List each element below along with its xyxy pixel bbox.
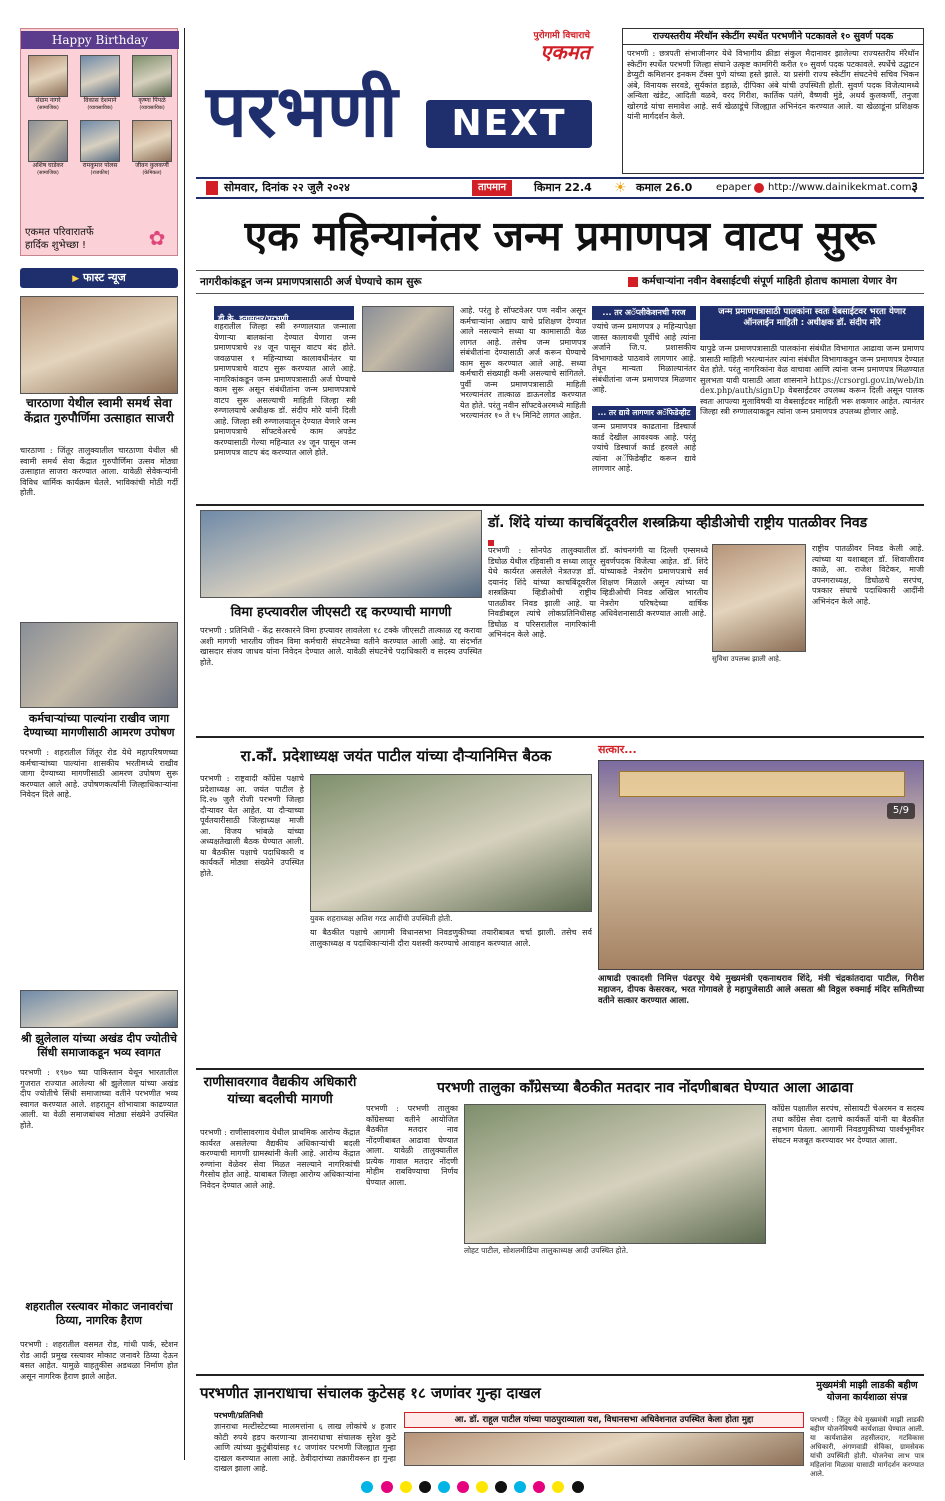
gyanradha-byline: परभणी/प्रतिनिधी (214, 1411, 263, 1420)
next-text: NEXT (451, 103, 567, 144)
patil-photo (310, 774, 592, 912)
shinde-body3: राष्ट्रीय पातळीवर निवड केली आहे. त्यांच्या या यशाबद्दल डॉ. शिवाजीराव काळे, आ. राजेश विटेकर, माजी उपनगराध्यक्ष, डिघोळचे सरपंच, पत्रकार संघाचे पदाधिकारी आदींनी अभिनंदन केले आहे. (812, 544, 924, 606)
box2-body: जन्म प्रमाणपत्र काढताना डिस्चार्ज कार्ड देखील आवश्यक आहे. परंतु ज्यांचे डिस्चार्ज कार्ड हरवले आहे त्यांना अॅफिडेव्हीट करून द्यावे लागणार आहे. (592, 422, 696, 473)
person-role: (सामाजिक) (37, 170, 59, 176)
birthday-box (20, 28, 178, 256)
cyan-dot-icon (438, 1481, 450, 1493)
person-name: संग्राम नागरे (35, 97, 61, 104)
person-name: अशिष घाडेकर (32, 162, 64, 169)
city-name: परभणी (206, 69, 398, 153)
congress-body: परभणी : परभणी तालुका काँग्रेसच्या वतीने आयोजित बैठकीत मतदार नाव नोंदणीबाबत आढावा घेण्यात आला. यावेळी तालुक्यातील प्रत्येक गावात मतदार नोंदणी मोहीम राबविण्याचा निर्णय घेण्यात आला. (366, 1104, 458, 1187)
fast1-headline: चारठाणा येथील स्वामी समर्थ सेवा केंद्रात गुरुपौर्णिमा उत्साहात साजरी (24, 396, 174, 425)
fast1-photo (20, 296, 178, 394)
shinde-headline: डॉ. शिंदे यांच्या काचबिंदूवरील शस्त्रक्रिया व्हीडीओची राष्ट्रीय पातळीवर निवड (488, 515, 868, 531)
person-role: (व्यावसायिक) (139, 105, 165, 111)
main-photo (362, 306, 454, 372)
main-subhead-left: नागरीकांकडून जन्म प्रमाणपत्रासाठी अर्ज घेण्याचे काम सुरू (200, 276, 422, 288)
black-dot-icon (572, 1481, 584, 1493)
congress-photo (464, 1104, 766, 1244)
fast4-body: परभणी : शहरातील वसमत रोड, गांधी पार्क, स्टेशन रोड आदी प्रमुख रस्त्यावर मोकाट जनावरे ठिय्या देऊन बसत आहेत. यामुळे वाहतुकीस अडथळा निर्माण होत असून नागरिक हैराण झाले आहेत. (20, 1340, 178, 1381)
congress-caption: लोहट पाटील, सोशलमीडिया तालुकाध्यक्ष आदी उपस्थित होते. (464, 1246, 629, 1255)
tagline: पुरोगामी विचाराचे (533, 31, 590, 41)
main-box3 (700, 306, 924, 500)
section-divider (196, 1068, 924, 1070)
fast2-body: परभणी : शहरातील जिंतूर रोड येथे महापरिषणच्या कर्मचाऱ्यांच्या पाल्यांना शासकीय भरतीमध्ये राखीव जागा देण्याच्या मागणीसाठी आमरण उपोषण सुरू करण्यात आले आहे. उपोषणकर्त्यांनी जिल्हाधिकाऱ्यांना निवेदन दिले आहे. (20, 748, 178, 799)
next-logo (426, 100, 592, 148)
date-bar (196, 177, 924, 199)
avatar (80, 120, 120, 162)
gyanradha-subhead-text: आ. डॉ. राहूल पाटील यांच्या पाठपुराव्याला यश, विधानसभा अधिवेशनात उपस्थित केला होता मुद्दा (454, 1415, 754, 1425)
shinde-body1: परभणी : सोनपेठ तालुक्यातील डिघोळ येथील रहिवासी व सध्या लातूर येथे कार्यरत असलेले नेत्रतज्ज्ञ डॉ. दयानंद शिंदे यांच्या काचबिंदूवरील शस्त्रक्रिया व्हिडीओची राष्ट्रीय पातळीवर निवड झाली आहे. या निवडीबद्दल त्यांचे लोकप्रतिनिधीसह डिघोळ व परिसरातील नागरिकांनी अभिनंदन केले आहे. (488, 546, 596, 639)
website-link[interactable]: http://www.dainikekmat.com (768, 182, 912, 193)
shinde-photo (712, 544, 806, 652)
avatar (28, 120, 68, 162)
section-divider (196, 1374, 924, 1376)
gyanradha-body: ज्ञानराधा मल्टीस्टेटच्या मालमत्तांना ६ लाख लोकांचे ४ हजार कोटी रुपये हडप करणाऱ्या ज्ञानराधाचा संचालक सुरेश कुटे आणि त्यांच्या कुटुंबीयांसह १८ जणांवर परभणी जिल्ह्यात गुन्हा दाखल करण्यात आला आहे. ठेवीदारांच्या तक्रारीवरून हा गुन्हा दाखल झाला आहे. (214, 1422, 396, 1473)
birthday-person (129, 55, 175, 112)
main-headline: एक महिन्यानंतर जन्म प्रमाणपत्र वाटप सुरू (244, 212, 876, 260)
main-col2: आहे. परंतु हे सॉफ्टवेअर पण नवीन असून कर्मचाऱ्यांना अद्याप याचे प्रशिक्षण देण्यात आले नसल्याने सध्या या कामासाठी वेळ लागत आहे. तसेच जन्म प्रमाणपत्र संबंधीतांना देण्यासाठी अर्ज करून घेण्याचे काम सुरू करण्यात आले आहे. सध्या कर्मचारी संख्याही कमी असल्याचे सांगितले. पुर्वी जन्म प्रमाणपत्रासाठी माहिती भरल्यानंतर तात्काळ डाऊनलोड करण्यात येत होते. परंतु नवीन सॉफ्टवेअरमध्ये माहिती भरल्यानंतर १० ते १५ मिनिटे लागत आहेत. (460, 306, 586, 420)
fast3-headline: श्री झुलेलाल यांच्या अखंड दीप ज्योतीचे सिंधी समाजाकडून भव्य स्वागत (21, 1032, 177, 1059)
paper-logo: एकमत (540, 40, 590, 64)
birthday-person (129, 120, 175, 177)
box1-title: ... तर अॅप्लीकेशनची गरज (592, 306, 696, 320)
person-role: (व्यावसायिक) (87, 105, 113, 111)
person-role: (सामाजिक) (37, 105, 59, 111)
rani-headline: राणीसावरगाव वैद्यकीय अधिकारी यांच्या बदलीची मागणी (203, 1075, 357, 1107)
gst-photo (200, 510, 482, 598)
birthday-greeting-2: हार्दिक शुभेच्छा ! (25, 240, 86, 251)
byline-text: डी.के. इनामदार/परभणी (218, 314, 289, 323)
person-name: जीवन कुलकर्णी (135, 162, 169, 169)
main-box1 (592, 306, 696, 402)
sun-icon: ☀ (614, 180, 627, 196)
person-name: रामकुमार पोलस (82, 162, 118, 169)
fast-news-label: फास्ट न्यूज (82, 271, 126, 284)
globe-icon (754, 183, 764, 193)
flower-icon: ✿ (148, 226, 166, 250)
satkar-label: सत्कार... (598, 743, 637, 756)
birthday-people (25, 55, 175, 177)
congress-headline: परभणी तालुका काँग्रेसच्या बैठकीत मतदार नाव नोंदणीबाबत घेण्यात आला आढावा (437, 1080, 853, 1096)
main-col1: शहरातील जिल्हा स्त्री रुग्णालयात जन्माला येणाऱ्या बालकांना देण्यात येणारा जन्म प्रमाणपत्राचे २४ जून पासून वाटप बंद होते. जवळपास १ महिन्याच्या कालावधीनंतर या प्रमाणपत्राचे वाटप सुरू करण्यात आले आहे. नागरिकांकडून जन्म प्रमाणपत्रासाठी अर्ज घेण्याचे काम सुरू असून संबंधीतांना जन्म प्रमाणपत्राचे वाटप सुरू असल्याची माहिती जिल्हा स्त्री रुग्णालयाचे अधीक्षक डॉ. संदीप मोरे यांनी दिली आहे. जिल्हा स्त्री रुग्णालयातून देण्यात येणारे जन्म प्रमाणपत्राचे सॉफ्टवेअरचे काम अपडेट करण्यासाठी गेल्या महिन्यात २४ जून पासून जन्म प्रमाणपत्र वाटप बंद करण्यात आले होते. (214, 322, 356, 457)
cyan-dot-icon (514, 1481, 526, 1493)
rani-body: परभणी : राणीसावरगाव येथील प्राथमिक आरोग्य केंद्रात कार्यरत असलेल्या वैद्यकीय अधिकाऱ्यांची बदली करण्याची मागणी ग्रामस्थांनी केली आहे. आरोग्य केंद्रात रुग्णांना वेळेवर सेवा मिळत नसल्याने नागरिकांची गैरसोय होत आहे. याबाबत जिल्हा आरोग्य अधिकाऱ्यांना निवेदन देण्यात आले आहे. (200, 1128, 360, 1190)
box3-body: यापुढे जन्म प्रमाणपत्रासाठी पालकांना संबंधीत विभागात आढावा जन्म प्रमाणपत्रासाठी माहिती भरल्यानंतर त्यांना संबंधीत विभागाकडून जन्म प्रमाणपत्र देण्यात येत होते. परंतु नागरिकांना वेळ वाचावा आणि त्यांना जन्म प्रमाणपत्र मिळण्यात सुलभता यावी यासाठी आता शासनाने https://crsorgi.gov.in/web/index.php/auth/signUp वेबसाईटवर उपलब्ध करून दिली असून पालक स्वतः आपल्या मुलाविषयी या वेबसाईटवर माहिती भरू शकणार आहेत. त्यानंतर जिल्हा स्त्री रुग्णालयाकडून त्यांना जन्म प्रमाणपत्र उपलब्ध होणार आहे. (700, 344, 924, 416)
birthday-greeting: एकमत परिवारातर्फे (25, 227, 94, 238)
satkar-banner (619, 771, 905, 797)
calendar-icon (206, 181, 218, 195)
fast2-photo (20, 622, 178, 708)
fast1-body: चारठाणा : जिंतूर तालुक्यातील चारठाणा येथील श्री स्वामी समर्थ सेवा केंद्रात गुरुपौर्णिमा उत्सव मोठ्या उत्साहात साजरा करण्यात आला. यावेळी सेवेकऱ्यांनी विविध धार्मिक कार्यक्रम घेतले. भाविकांची मोठी गर्दी होती. (20, 446, 178, 497)
patil-body2: या बैठकीत पक्षाचे आगामी विधानसभा निवडणुकीच्या तयारीबाबत चर्चा झाली. तसेच सर्व तालुकाध्यक्ष व पदाधिकाऱ्यांनी दौरा यशस्वी करण्याचे आवाहन करण्यात आले. (310, 928, 592, 948)
person-role: (केमिकल) (142, 170, 162, 176)
shinde-body2: डॉ. कांचनगंगी या दिल्ली एम्समध्ये सुवर्णपदक विजेत्या आहेत. डॉ. शिंदे यांच्याकडे नेत्ररोग प्रमाणपत्राचे सर्व शिक्षण मिळाले असून त्यांच्या या व्हिडीओची निवड अखिल भारतीय नेत्ररोग परिषदेच्या वार्षिक अधिवेशनासाठी करण्यात आली आहे. (600, 546, 708, 618)
person-name: कृष्णा पिंपळे (138, 97, 166, 104)
subhead-bullet-icon (628, 277, 638, 287)
gst-headline: विमा हप्त्यावरील जीएसटी रद्द करण्याची मागणी (230, 605, 452, 620)
cmyojana-body: परभणी : जिंतूर येथे मुख्यमंत्री माझी लाडकी बहीण योजनेविषयी कार्यशाळा घेण्यात आली. या कार्यशाळेस तहसीलदार, गटविकास अधिकारी, अंगणवाडी सेविका, ग्रामसेवक यांची उपस्थिती होती. योजनेचा लाभ पात्र महिलांना मिळावा यासाठी मार्गदर्शन करण्यात आले. (810, 1416, 924, 1478)
patil-body: परभणी : राष्ट्रवादी काँग्रेस पक्षाचे प्रदेशाध्यक्ष आ. जयंत पाटील हे दि.२७ जुलै रोजी परभणी जिल्हा दौऱ्यावर येत आहेत. या दौऱ्याच्या पूर्वतयारीसाठी जिल्हाध्यक्ष माजी आ. विजय भांबळे यांच्या अध्यक्षतेखाली बैठक घेण्यात आली. या बैठकीस पक्षाचे पदाधिकारी व कार्यकर्ते मोठ्या संख्येने उपस्थित होते. (200, 774, 304, 878)
temp-min: किमान 22.4 (534, 181, 592, 194)
person-name: विकास देशमाने (83, 97, 117, 104)
gyanradha-headline: परभणीत ज्ञानराधाचा संचालक कुटेसह १८ जणांवर गुन्हा दाखल (200, 1384, 541, 1402)
satkar-counter: 5/9 (887, 803, 915, 819)
satkar-caption: आषाढी एकादशी निमित्त पंढरपूर येथे मुख्यमंत्री एकनाथराव शिंदे, मंत्री चंद्रकांतदादा पाटील, गिरीश महाजन, दीपक केसरकर, भरत गोगावले हे महापुजेसाठी आले असता श्री विठ्ठल रुक्माई मंदिर समितीच्या वतीने सत्कार करण्यात आला. (598, 974, 924, 1006)
avatar (80, 55, 120, 97)
cmyojana-headline: मुख्यमंत्री माझी लाडकी बहीण योजना कार्यशाळा संपन्न (816, 1380, 918, 1403)
marathon-headline: राज्यस्तरीय मॅरेथॉन स्केटींग स्पर्धेत परभणीने पटकावले १० सुवर्ण पदक (623, 29, 923, 45)
date-text: सोमवार, दिनांक २२ जुलै २०२४ (224, 181, 350, 194)
gst-body: परभणी : प्रतिनिधी - केंद्र सरकारने विमा हप्त्यावर लावलेला १८ टक्के जीएसटी तात्काळ रद्द करावा अशी मागणी भारतीय जीवन विमा कर्मचारी संघटनेच्या वतीने करण्यात आली आहे. या संदर्भात खासदार संजय जाधव यांना निवेदन देण्यात आले. यावेळी संघटनेचे पदाधिकारी व सदस्य उपस्थित होते. (200, 626, 482, 667)
box1-body: ज्यांचे जन्म प्रमाणपत्र ३ महिन्यापेक्षा जास्त कालावधी पूर्वीचे आहे त्यांना अर्जाने जि.प. प्रशासकीय विभागाकडे पाठवावे लागणार आहे. तेथून मान्यता मिळाल्यानंतर संबंधीतांना जन्म प्रमाणपत्र मिळणार आहे. (592, 322, 696, 394)
satkar-photo[interactable] (598, 760, 924, 970)
person-role: (राजकीय) (90, 170, 110, 176)
section-divider (196, 736, 924, 738)
fast3-photo (20, 990, 178, 1028)
box2-title: ... तर द्यावे लागणार अॅफिडेव्हीट (592, 406, 696, 420)
gyanradha-subhead (404, 1412, 804, 1428)
birthday-person (77, 55, 123, 112)
cyan-dot-icon (361, 1481, 373, 1493)
epaper-label: epaper (716, 182, 752, 193)
patil-headline: रा.काँ. प्रदेशाध्यक्ष जयंत पाटील यांच्या दौऱ्यानिमित्त बैठक (240, 747, 552, 765)
birthday-person (77, 120, 123, 177)
fast3-body: परभणी : १९७० च्या पाकिस्तान येथून भारतातील गुजरात राज्यात आलेल्या श्री झुलेलाल यांच्या अखंड दीप ज्योतीचे सिंधी समाजाच्या वतीने परभणीत भव्य स्वागत करण्यात आले. शहरातून शोभायात्रा काढण्यात आली. या वेळी समाजबांधव मोठ्या संख्येने उपस्थित होते. (20, 1068, 178, 1130)
birthday-person (25, 120, 71, 177)
page-number: ३ (911, 180, 918, 195)
registration-bar (60, 1478, 885, 1494)
gyanradha-photo (404, 1432, 804, 1466)
black-dot-icon (495, 1481, 507, 1493)
magenta-dot-icon (533, 1481, 545, 1493)
fast4-headline: शहरातील रस्त्यावर मोकाट जनावरांचा ठिय्या, नागरिक हैराण (25, 1300, 173, 1327)
temp-max: कमाल 26.0 (636, 181, 693, 194)
main-subheads (196, 270, 924, 294)
magenta-dot-icon (381, 1481, 393, 1493)
yellow-dot-icon (552, 1481, 564, 1493)
marathon-box (622, 28, 924, 174)
main-subhead-right: कर्मचाऱ्यांना नवीन वेबसाईटची संपूर्ण माहिती होताच कामाला येणार वेग (642, 276, 897, 287)
yellow-dot-icon (400, 1481, 412, 1493)
main-byline (214, 306, 354, 323)
birthday-title: Happy Birthday (21, 31, 179, 49)
birthday-person (25, 55, 71, 112)
marathon-body: परभणी : छत्रपती संभाजीनगर येथे विभागीय क्रीडा संकुल मैदानावर झालेल्या राज्यस्तरीय मॅरेथॉन स्केटींग स्पर्धेत परभणी जिल्हा संघाने उत्कृष्ट कामगिरी करीत १० सुवर्ण पदक पटकावले. स्पर्धेचे उद्घाटन डेप्युटी कमिशनर इनकम टॅक्स पुणे यांच्या हस्ते झाले. या प्रसंगी राज्य स्केटींग संघटनेचे सचिव भिकन अंबे, विनायक सरवडे, सुर्यकांत डहाळे, दीपिका अंबे यांची उपस्थिती होती. सुवर्ण पदक विजेत्यामध्ये अन्विता खंडेट, आदिती वळवे, वरद गिरीश, कार्तिक पतंगे, वैष्णवी मुंडे, अथर्व कुलकर्णी, तनुजा खोरगडे यांचा समावेश आहे. सर्व खेळाडूंचे जिल्ह्यात अभिनंदन करण्यात आले. या खेळाडूंना प्रशिक्षक यांनी मार्गदर्शन केले. (627, 49, 919, 121)
column-divider (184, 28, 185, 1460)
play-icon: ▶ (72, 274, 80, 284)
congress-body2: काँग्रेस पक्षातील सरपंच, सोसायटी चेअरमन व सदस्य तथा काँग्रेस सेवा दलाचे कार्यकर्ते यांनी या बैठकीत सहभाग घेतला. आगामी निवडणुकीच्या पार्श्वभूमीवर संघटन मजबूत करण्यावर भर देण्यात आला. (772, 1104, 924, 1145)
box3-title: जन्म प्रमाणपत्रासाठी पालकांना स्वतः वेबसाईटवर भरता येणार ऑनलाईन माहिती : अधीक्षक डॉ. संदीप मोरे (700, 306, 924, 340)
temp-label: तापमान (472, 180, 512, 196)
avatar (28, 55, 68, 97)
black-dot-icon (419, 1481, 431, 1493)
section-divider (196, 504, 924, 506)
avatar (132, 120, 172, 162)
main-box2 (592, 406, 696, 500)
magenta-dot-icon (457, 1481, 469, 1493)
yellow-dot-icon (476, 1481, 488, 1493)
avatar (132, 55, 172, 97)
fast-news-label-bar (20, 268, 178, 288)
fast2-headline: कर्मचाऱ्यांच्या पाल्यांना राखीव जागा देण्याच्या मागणीसाठी आमरण उपोषण (23, 712, 175, 739)
patil-caption: युवक शहराध्यक्ष अतिश गरड आदींची उपस्थिती होती. (310, 914, 453, 923)
shinde-caption: सुविधा उपलब्ध झाली आहे. (712, 655, 782, 663)
